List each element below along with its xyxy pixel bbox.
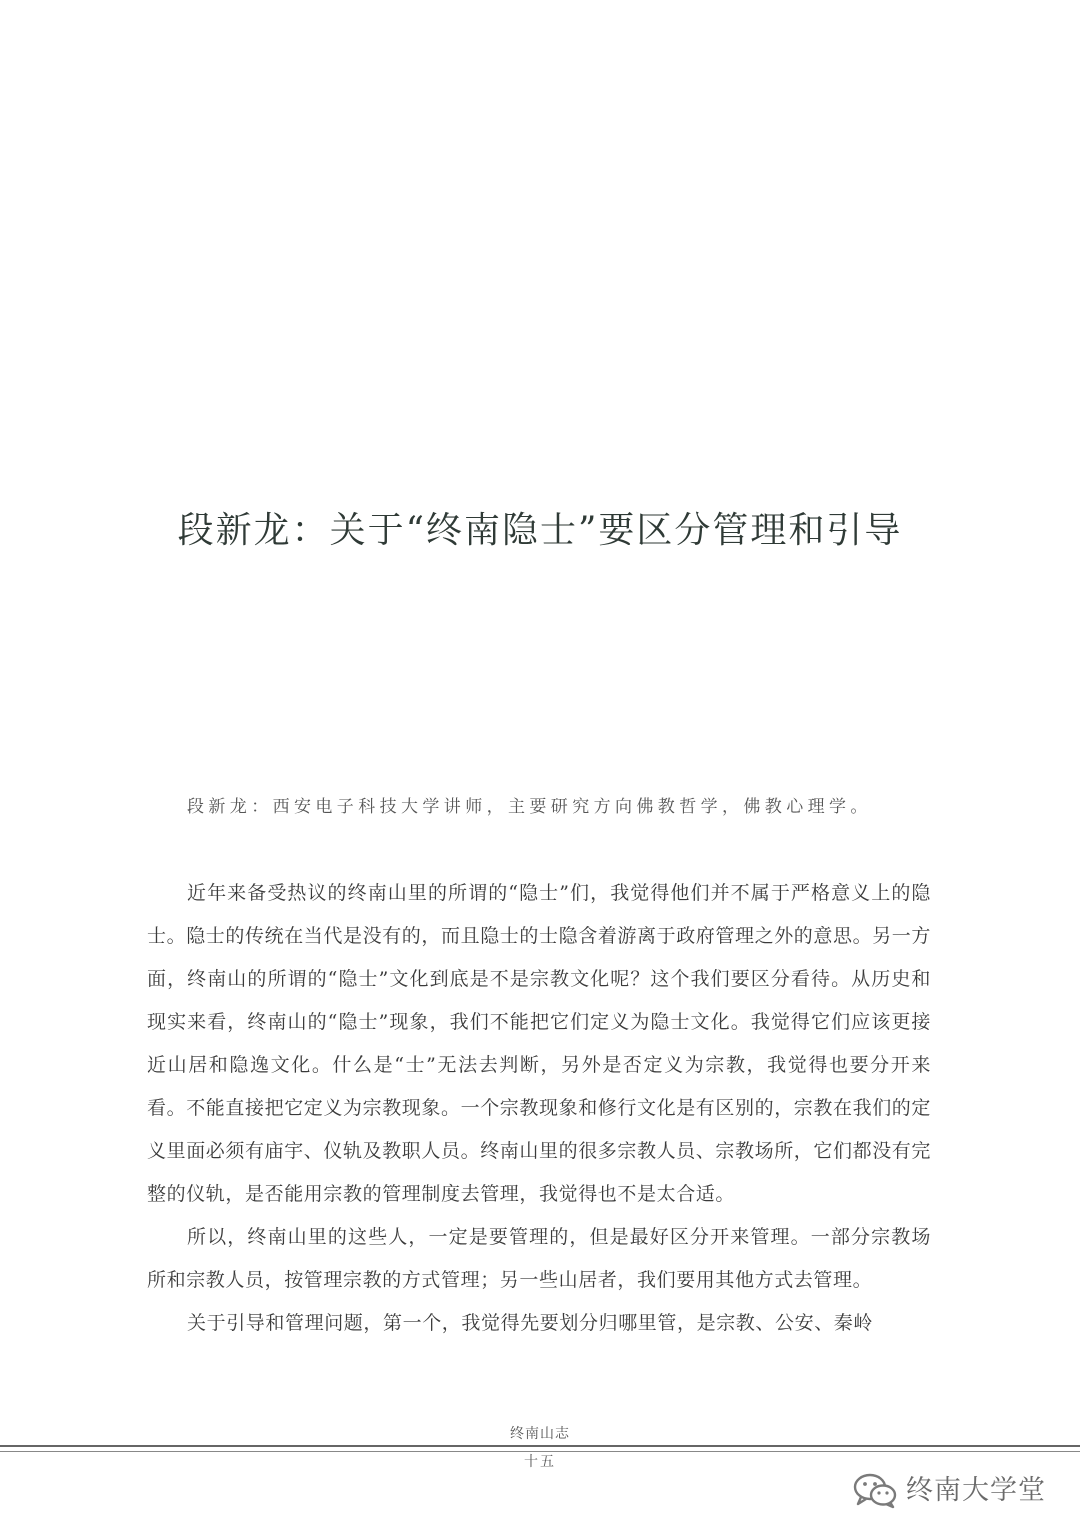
article-body — [147, 872, 931, 1345]
journal-name: 终南山志 — [510, 1426, 570, 1442]
watermark-text: 终南大学堂 — [906, 1475, 1046, 1506]
paragraph: 近年来备受热议的终南山里的所谓的“隐士”们，我觉得他们并不属于严格意义上的隐士。隐士的传统在当代是没有的，而且隐士的士隐含着游离于政府管理之外的意思。另一方面，终南山的所谓的“隐士”文化到底是不是宗教文化呢？这个我们要区分看待。从历史和现实来看，终南山的“隐士”现象，我们不能把它们定义为隐士文化。我觉得它们应该更接近山居和隐逸文化。什么是“士”无法去判断，另外是否定义为宗教，我觉得也要分开来看。不能直接把它定义为宗教现象。一个宗教现象和修行文化是有区别的，宗教在我们的定义里面必须有庙宇、仪轨及教职人员。终南山里的很多宗教人员、宗教场所，它们都没有完整的仪轨，是否能用宗教的管理制度去管理，我觉得也不是太合适。 — [147, 882, 932, 1205]
paragraph: 所以，终南山里的这些人，一定是要管理的，但是最好区分开来管理。一部分宗教场所和宗教人员，按管理宗教的方式管理；另一些山居者，我们要用其他方式去管理。 — [147, 1226, 931, 1291]
footer-divider — [0, 1445, 1080, 1447]
paragraph: 关于引导和管理问题，第一个，我觉得先要划分归哪里管，是宗教、公安、秦岭 — [187, 1312, 874, 1334]
page-title: 段新龙：关于“终南隐士”要区分管理和引导 — [177, 510, 903, 551]
wechat-icon — [852, 1473, 898, 1509]
watermark — [852, 1469, 1046, 1513]
page-number: 十五 — [524, 1454, 556, 1470]
author-bio: 段新龙：西安电子科技大学讲师，主要研究方向佛教哲学，佛教心理学。 — [187, 797, 872, 817]
